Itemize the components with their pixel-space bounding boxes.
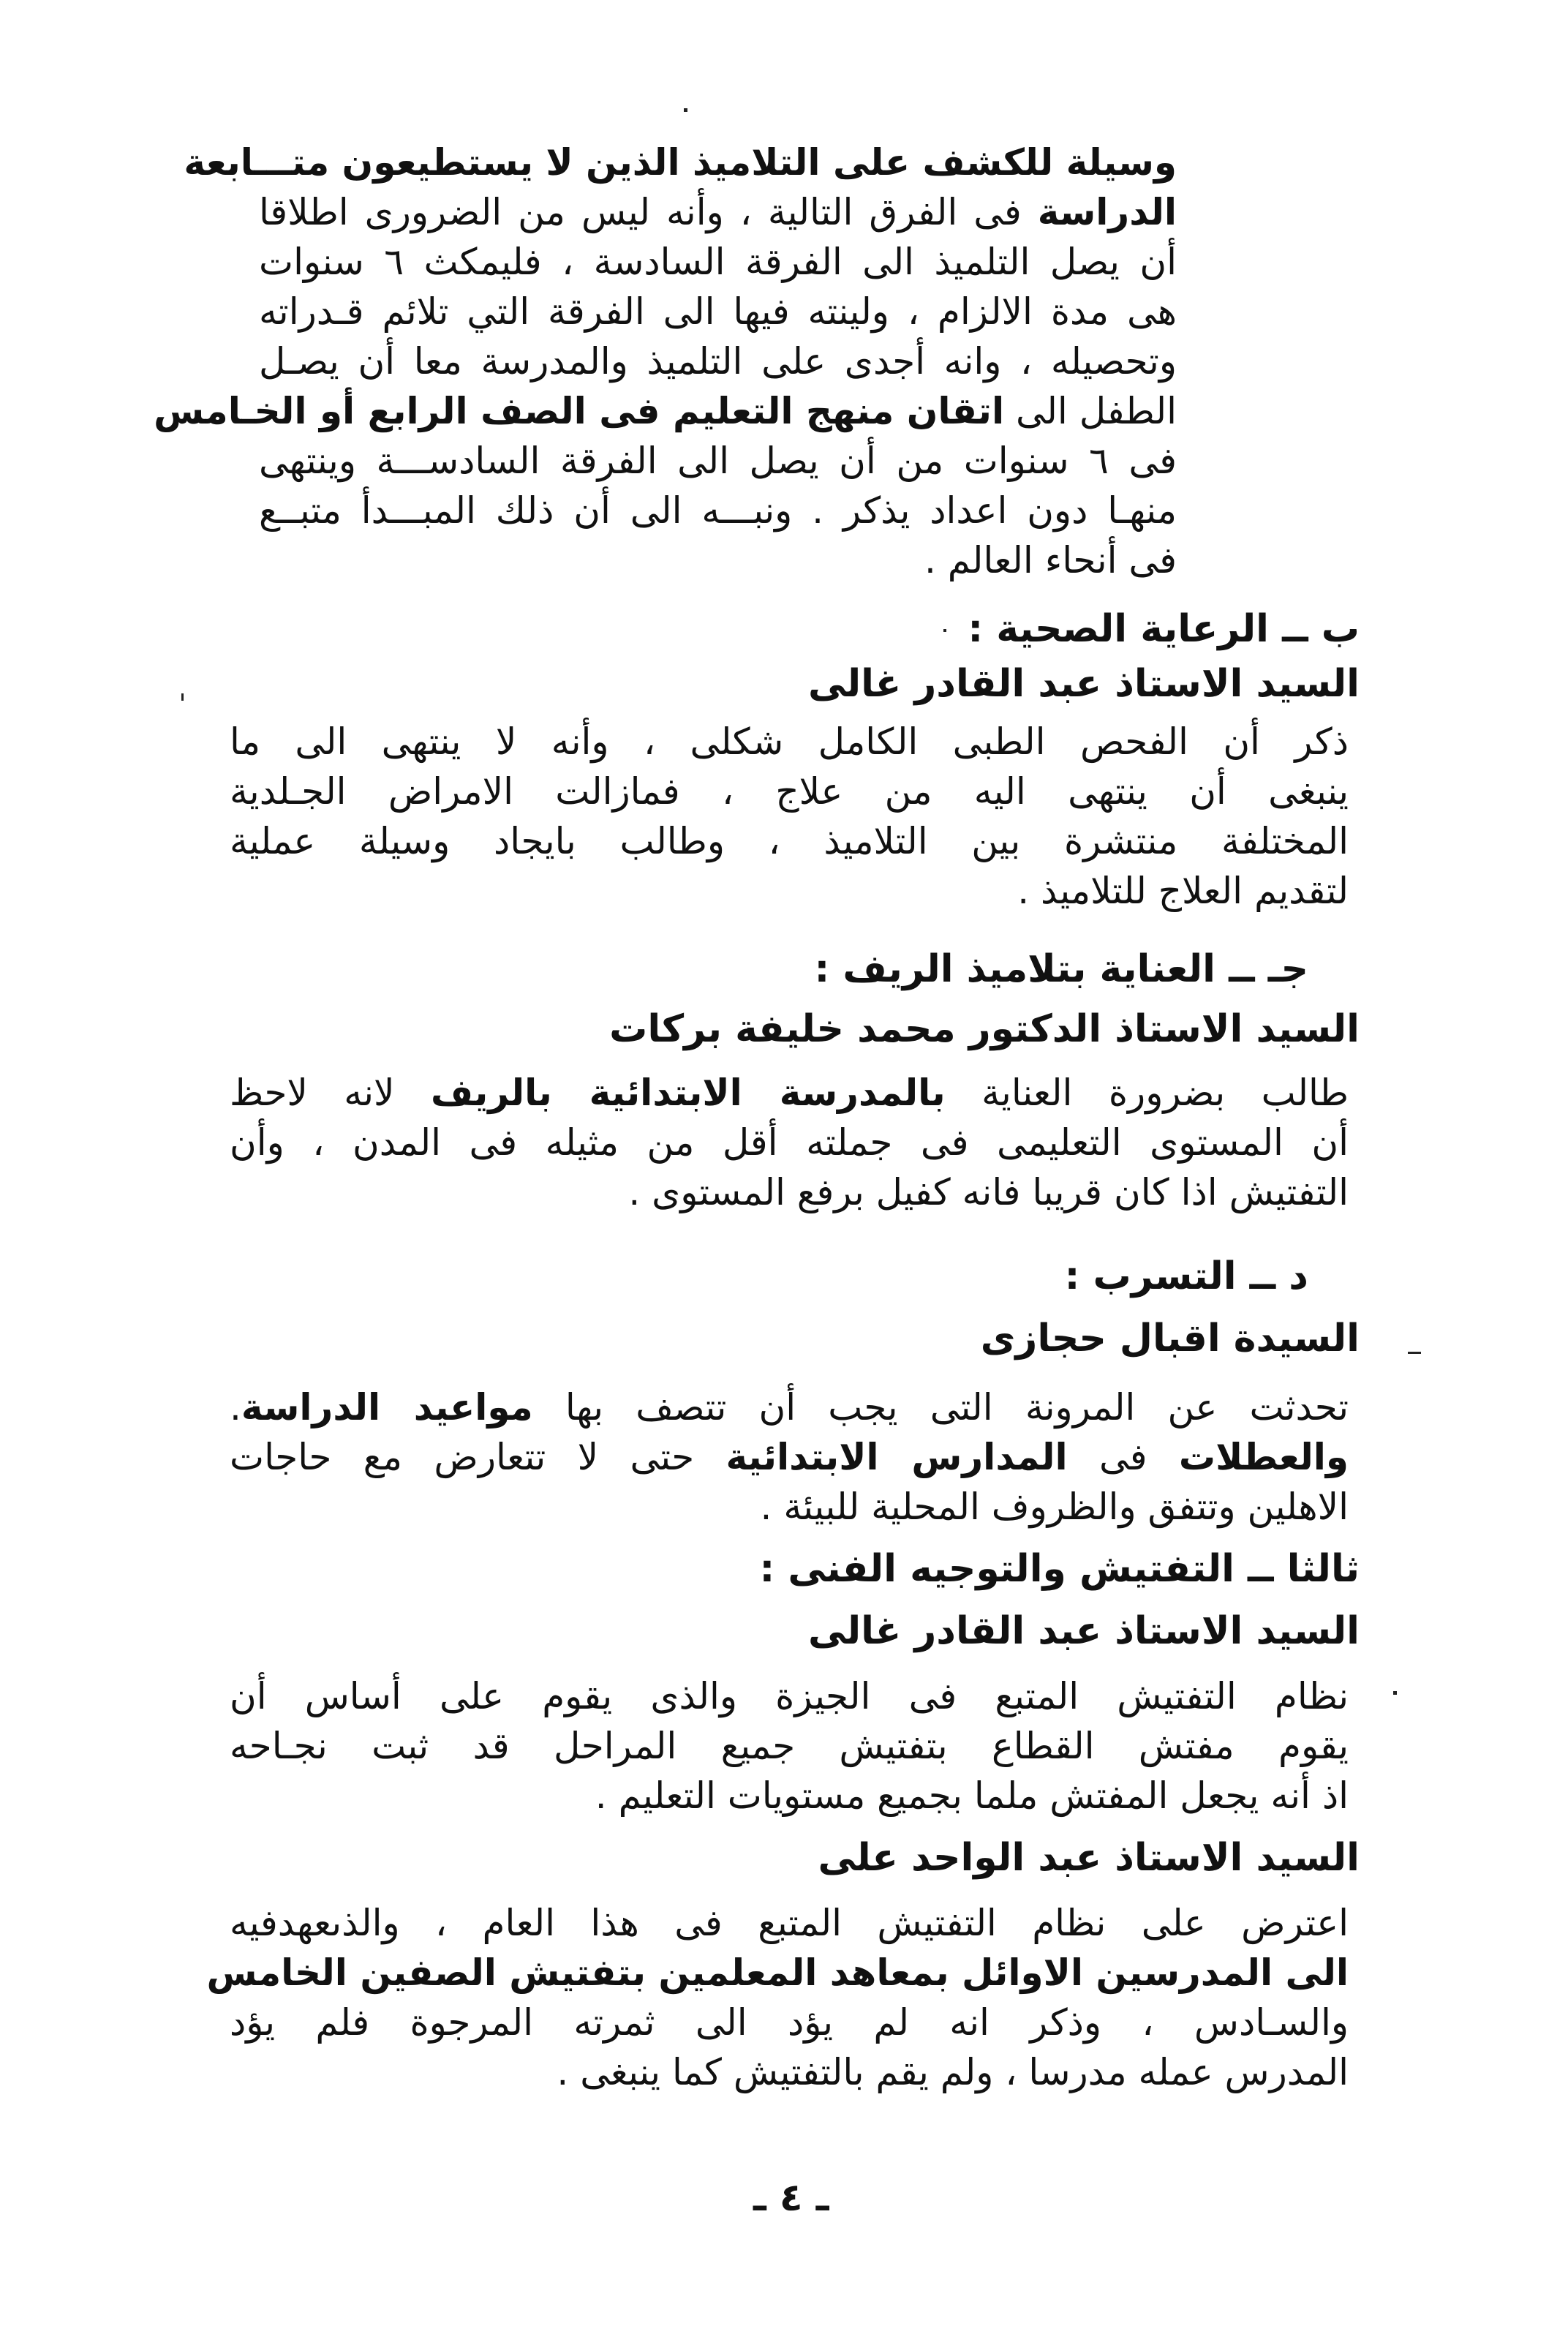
section-heading-inspection: ثالثا ــ التفتيش والتوجيه الفنى : xyxy=(759,1547,1360,1591)
text-segment: أن يصل التلميذ الى الفرقة السادسة ، فليمكث ٦ سنوات xyxy=(259,241,1177,283)
text-line xyxy=(259,287,1177,336)
text-segment: يقوم مفتش القطاع بتفتيش جميع المراحل قد ثبت نجـاحه xyxy=(230,1725,1349,1767)
text-line xyxy=(230,2047,1349,2097)
text-line xyxy=(259,237,1177,287)
text-line xyxy=(259,535,1177,585)
text-line xyxy=(230,1898,1349,1948)
speaker-name: السيد الاستاذ عبد القادر غالى xyxy=(808,662,1360,706)
paragraph-dropout xyxy=(230,1382,1349,1532)
text-segment: نظام التفتيش المتبع فى الجيزة والذى يقوم على أساس أن xyxy=(230,1675,1349,1717)
text-segment: هى مدة الالزام ، ولينته فيها الى الفرقة التي تلائم قـدراته xyxy=(259,290,1177,333)
bold-text-segment: وسيلة للكشف على التلاميذ الذين لا يستطيعون متـــابعة xyxy=(184,141,1177,184)
text-line xyxy=(230,1118,1349,1167)
bold-text-segment: والعطلات xyxy=(1178,1436,1349,1478)
bold-text-segment: مواعيد الدراسة xyxy=(241,1386,533,1429)
section-heading-rural-students: جـ ــ العناية بتلاميذ الريف : xyxy=(814,947,1308,991)
text-line xyxy=(230,1671,1349,1721)
scan-speck xyxy=(1393,1691,1397,1695)
text-line xyxy=(230,1721,1349,1771)
text-segment: فى xyxy=(1067,1436,1179,1478)
speaker-name: السيد الاستاذ الدكتور محمد خليفة بركات xyxy=(609,1007,1360,1051)
scan-speck xyxy=(181,693,184,701)
section-heading-health-care: ب ــ الرعاية الصحية : xyxy=(968,607,1360,651)
text-segment: فى ٦ سنوات من أن يصل الى الفرقة السادســـة وينتهى xyxy=(259,440,1177,482)
text-segment: حتى لا تتعارض مع حاجات xyxy=(230,1436,726,1478)
paragraph-rural-students xyxy=(230,1068,1349,1217)
text-segment: التفتيش اذا كان قريبا فانه كفيل برفع المستوى . xyxy=(628,1171,1349,1213)
text-line xyxy=(230,1771,1349,1821)
text-line xyxy=(230,816,1349,866)
scan-speck xyxy=(684,108,687,112)
text-line xyxy=(230,1998,1349,2047)
bold-text-segment: بالمدرسة الابتدائية بالريف xyxy=(430,1072,946,1114)
text-line xyxy=(259,436,1177,486)
paragraph-inspection-objection xyxy=(206,1898,1349,2097)
text-line xyxy=(154,386,1177,436)
speaker-name: السيد الاستاذ عبد القادر غالى xyxy=(808,1609,1360,1653)
paragraph-health-care xyxy=(230,717,1349,916)
text-segment: طالب بضرورة العناية xyxy=(945,1072,1349,1114)
text-segment: اعترض على نظام التفتيش المتبع فى هذا العام ، والذىعهدفيه xyxy=(230,1902,1349,1944)
text-segment: ذكر أن الفحص الطبى الكامل شكلى ، وأنه لا ينتهى الى ما xyxy=(230,720,1349,763)
text-line xyxy=(259,336,1177,386)
text-segment: لتقديم العلاج للتلاميذ . xyxy=(1017,870,1349,912)
text-line xyxy=(230,717,1349,767)
speaker-name: السيدة اقبال حجازى xyxy=(980,1317,1360,1360)
text-segment: . xyxy=(230,1386,241,1429)
text-line xyxy=(230,767,1349,816)
bold-text-segment: اتقان منهج التعليم فى الصف الرابع أو الخـامس xyxy=(154,390,1005,432)
page-number: ـ ٤ ـ xyxy=(753,2176,829,2220)
text-segment: فى أنحاء العالم . xyxy=(924,539,1177,581)
text-segment: لانه لاحظ xyxy=(230,1072,431,1114)
text-segment: منهـا دون اعداد يذكر . ونبـــه الى أن ذلك المبـــدأ متبــع xyxy=(259,489,1177,532)
text-segment: اذ أنه يجعل المفتش ملما بجميع مستويات التعليم . xyxy=(595,1774,1349,1817)
text-line xyxy=(230,1482,1349,1532)
text-segment: الطفل الى xyxy=(1004,390,1177,432)
text-segment: الاهلين وتتفق والظروف المحلية للبيئة . xyxy=(760,1486,1349,1528)
text-line xyxy=(184,138,1177,187)
text-segment: تحدثت عن المرونة التى يجب أن تتصف بها xyxy=(532,1386,1349,1429)
text-line xyxy=(230,1432,1349,1482)
text-segment: ينبغى أن ينتهى اليه من علاج ، فمازالت الامراض الجـلدية xyxy=(230,770,1349,813)
text-segment: المختلفة منتشرة بين التلاميذ ، وطالب بايجاد وسيلة عملية xyxy=(230,820,1349,862)
scan-speck xyxy=(1408,1352,1421,1354)
text-segment: المدرس عمله مدرسا ، ولم يقم بالتفتيش كما ينبغى . xyxy=(557,2051,1349,2093)
text-segment: والسـادس ، وذكر انه لم يؤد الى ثمرته المرجوة فلم يؤد xyxy=(230,2001,1349,2044)
intro-paragraph xyxy=(154,138,1177,585)
text-line xyxy=(230,1382,1349,1432)
section-heading-dropout: د ــ التسرب : xyxy=(1064,1254,1308,1298)
text-line xyxy=(259,187,1177,237)
text-segment: وتحصيله ، وانه أجدى على التلميذ والمدرسة معا أن يصـل xyxy=(259,340,1177,383)
speaker-name: السيد الاستاذ عبد الواحد على xyxy=(818,1836,1360,1880)
scan-speck xyxy=(943,629,946,632)
bold-text-segment: الى المدرسين الاوائل بمعاهد المعلمين بتفتيش الصفين الخامس xyxy=(206,1951,1349,1994)
text-line xyxy=(230,1167,1349,1217)
text-segment: أن المستوى التعليمى فى جملته أقل من مثيله فى المدن ، وأن xyxy=(230,1121,1349,1164)
text-line xyxy=(206,1948,1349,1998)
text-line xyxy=(230,1068,1349,1118)
bold-text-segment: المدارس الابتدائية xyxy=(725,1436,1068,1478)
text-line xyxy=(259,486,1177,535)
bold-text-segment: الدراسة xyxy=(1037,191,1177,233)
text-line xyxy=(230,866,1349,916)
text-segment: فى الفرق التالية ، وأنه ليس من الضرورى اطلاقا xyxy=(259,191,1038,233)
paragraph-inspection-giza xyxy=(230,1671,1349,1821)
